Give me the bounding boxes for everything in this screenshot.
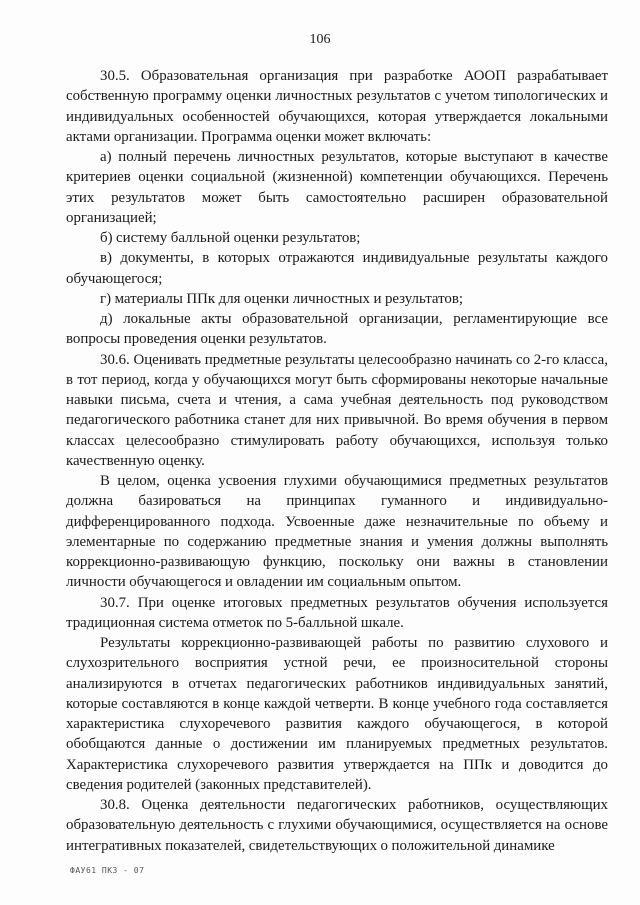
paragraph-item-d: д) локальные акты образовательной организации, регламентирующие все вопросы проведения оценки результатов. bbox=[66, 311, 608, 348]
document-body bbox=[66, 66, 608, 856]
paragraph-correction-results: Результаты коррекционно-развивающей работы по развитию слухового и слухозрительного восприятия устной речи, ее произносительной стороны анализируются в отчетах педагогических работников индивидуальных занятий, которые составляются в конце каждой четверти. В конце учебного года составляется характеристика слухоречевого развития каждого обучающегося, в которой обобщаются данные о достижении им планируемых предметных результатов. Характеристика слухоречевого развития утверждается на ППк и доводится до сведения родителей (законных представителей). bbox=[66, 635, 608, 793]
page-number: 106 bbox=[309, 32, 331, 47]
paragraph-item-g: г) материалы ППк для оценки личностных и результатов; bbox=[100, 290, 464, 307]
paragraph-30-8: 30.8. Оценка деятельности педагогических работников, осуществляющих образовательную деятельность с глухими обучающимися, осуществляется на основе интегративных показателей, свидетельствующих о положительной динамике bbox=[66, 797, 608, 854]
paragraph-30-7: 30.7. При оценке итоговых предметных результатов обучения используется традиционная система отметок по 5-балльной шкале. bbox=[66, 594, 608, 631]
paragraph-item-v: в) документы, в которых отражаются индивидуальные результаты каждого обучающегося; bbox=[66, 250, 608, 287]
paragraph-general-assessment: В целом, оценка усвоения глухими обучающимися предметных результатов должна базироваться на принципах гуманного и индивидуально-дифференцированного подхода. Усвоенные даже незначительные по объему и элементарные по содержанию предметные знания и умения должны выполнять коррекционно-развивающую функцию, поскольку они важны в становлении личности обучающегося и овладении им социальным опытом. bbox=[66, 473, 608, 591]
paragraph-item-b: б) систему балльной оценки результатов; bbox=[100, 230, 361, 246]
footer-stamp-code: ФАУ61 ПКЗ - 07 bbox=[70, 866, 145, 875]
paragraph-30-5: 30.5. Образовательная организация при разработке АООП разрабатывает собственную программу оценки личностных результатов с учетом типологических и индивидуальных особенностей обучающихся, которая утверждается локальными актами организации. Программа оценки может включать: bbox=[66, 68, 608, 145]
paragraph-item-a: а) полный перечень личностных результатов, которые выступают в качестве критериев оценки социальной (жизненной) компетенции обучающихся. Перечень этих результатов может быть самостоятельно расширен образовательной организацией; bbox=[66, 149, 608, 226]
paragraph-30-6: 30.6. Оценивать предметные результаты целесообразно начинать со 2-го класса, в тот период, когда у обучающихся могут быть сформированы некоторые начальные навыки письма, счета и чтения, а сама учебная деятельность под руководством педагогического работника станет для них привычной. Во время обучения в первом классах целесообразно стимулировать работу обучающихся, используя только качественную оценку. bbox=[66, 351, 608, 469]
